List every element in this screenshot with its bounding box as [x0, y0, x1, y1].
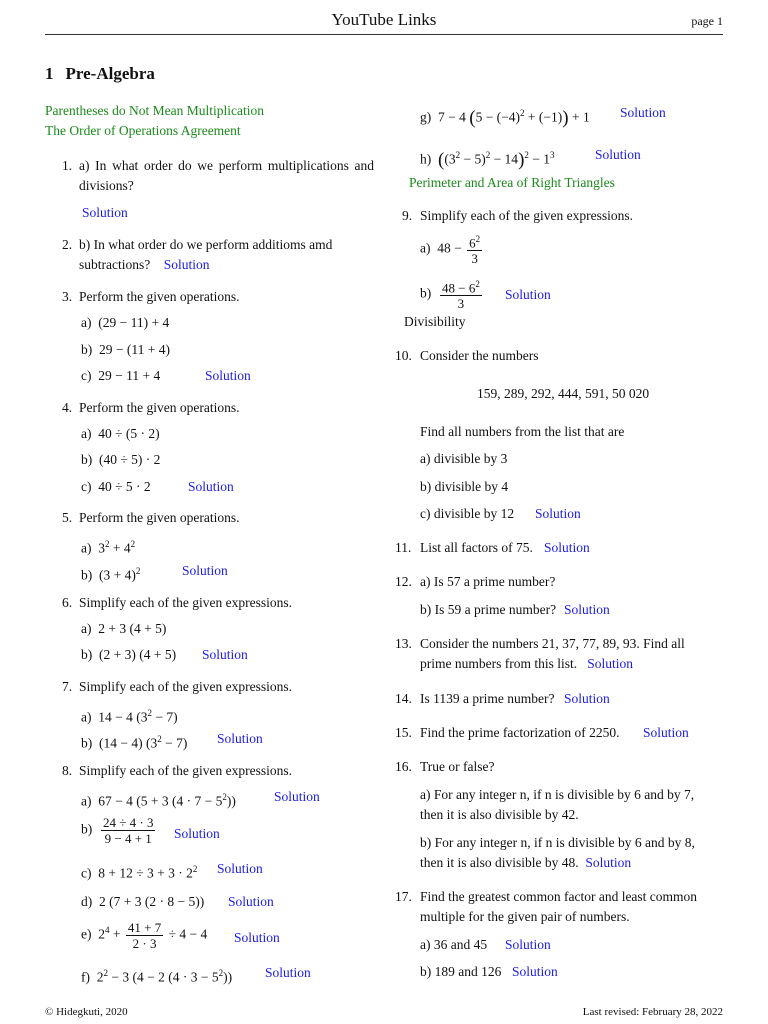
- q15-solution-link[interactable]: Solution: [643, 725, 689, 740]
- q17-number: 17.: [395, 889, 412, 904]
- q4c: c) 40 ÷ 5 · 2: [81, 479, 151, 494]
- fraction-q8e: $\frac{41 + 7}{2 \cdot 3}$: [127, 920, 162, 951]
- document-title: YouTube Links: [331, 10, 437, 29]
- link-parentheses[interactable]: Parentheses do Not Mean Multiplication: [45, 103, 264, 118]
- q1-text: a) In what order do we perform multiplications and divisions?: [79, 158, 374, 193]
- q4-number: 4.: [62, 400, 73, 415]
- q3-solution-link[interactable]: Solution: [205, 368, 251, 383]
- q4-solution-link[interactable]: Solution: [188, 479, 234, 494]
- q7a: a) 14 − 4 $(3^2 - 7)$: [81, 708, 178, 725]
- q8b: b) $\frac{24 \div 4 \cdot 3}{9 - 4 + 1}$: [81, 815, 154, 846]
- fraction-q9b: $\frac{48 - 6^2}{3}$: [442, 279, 480, 312]
- section-title: [45, 64, 155, 84]
- q8h-solution-link[interactable]: Solution: [595, 147, 641, 162]
- q8b-solution-link[interactable]: Solution: [174, 826, 220, 841]
- q10a: a) divisible by 3: [420, 451, 508, 466]
- q4-text: Perform the given operations.: [79, 400, 240, 415]
- q9-solution-link[interactable]: Solution: [505, 287, 551, 302]
- q9-number: 9.: [402, 208, 413, 223]
- q4b: b) (40 ÷ 5) · 2: [81, 452, 161, 467]
- q16b-question: b) For any integer n, if n is divisible by 6 and by 8, then it is also divisible by 48.: [420, 835, 695, 870]
- q14-number: 14.: [395, 691, 412, 706]
- q8f-solution-link[interactable]: Solution: [265, 965, 311, 980]
- q8c: c) $8 + 12 \div 3 + 3 \cdot 2^2$: [81, 864, 198, 881]
- page-number: page 1: [691, 14, 723, 28]
- q13-text: [420, 634, 714, 674]
- q11-number: 11.: [395, 540, 412, 555]
- q3-number: 3.: [62, 289, 73, 304]
- q10-number: 10.: [395, 348, 412, 363]
- q16-number: 16.: [395, 759, 412, 774]
- q8h: h) $((3^2 - 5)^2 - 14)^2 - 1^3$: [420, 149, 555, 171]
- q17b: b) 189 and 126: [420, 964, 502, 979]
- q3a: a) (29 − 11) + 4: [81, 315, 170, 330]
- q8a: a) 67 − 4 (5 + 3 $(4 \cdot 7 - 5^2)$): [81, 792, 236, 809]
- footer-last-revised: Last revised: February 28, 2022: [582, 1006, 723, 1018]
- q8e: e) $2^4$ + $\frac{41 + 7}{2 \cdot 3}$ ÷ 4 − 4: [81, 920, 208, 951]
- q10c: c) divisible by 12: [420, 506, 515, 521]
- link-perimeter-area[interactable]: Perimeter and Area of Right Triangles: [409, 175, 615, 190]
- q8f: f) $2^2 - 3$ (4 − 2 $(4 \cdot 3 - 5^2)$): [81, 968, 233, 985]
- q14-solution-link[interactable]: Solution: [564, 691, 610, 706]
- q13-solution-link[interactable]: Solution: [587, 656, 633, 671]
- q10-number-list: 159, 289, 292, 444, 591, 50 020: [477, 386, 650, 401]
- q17a: a) 36 and 45: [420, 937, 488, 952]
- q9b: b) $\frac{48 - 6^2}{3}$: [420, 279, 480, 312]
- q8e-solution-link[interactable]: Solution: [234, 930, 280, 945]
- q2-solution-link[interactable]: Solution: [163, 257, 210, 272]
- section-number: 1: [45, 64, 54, 83]
- q15-number: 15.: [395, 725, 412, 740]
- q6a: a) 2 + 3 (4 + 5): [81, 621, 167, 636]
- q9-text: Simplify each of the given expressions.: [420, 208, 633, 223]
- q5-solution-link[interactable]: Solution: [182, 563, 228, 578]
- q14-text: Is 1139 a prime number?: [420, 691, 555, 706]
- q3b: b) 29 − (11 + 4): [81, 342, 170, 357]
- q1-number: 1.: [62, 158, 73, 173]
- q16b: [420, 833, 714, 873]
- q6-solution-link[interactable]: Solution: [202, 647, 248, 662]
- q5-text: Perform the given operations.: [79, 510, 240, 525]
- q13-question: Consider the numbers 21, 37, 77, 89, 93. Find all prime numbers from this list.: [420, 636, 685, 671]
- q10-text: Consider the numbers: [420, 348, 539, 363]
- q6b: b) (2 + 3) (4 + 5): [81, 647, 177, 662]
- q12-solution-link[interactable]: Solution: [564, 602, 610, 617]
- q8-number: 8.: [62, 763, 73, 778]
- q8d: d) 2 (7 + 3 (2 · 8 − 5)): [81, 894, 205, 909]
- q17b-solution-link[interactable]: Solution: [512, 964, 558, 979]
- q4a: a) 40 ÷ (5 · 2): [81, 426, 160, 441]
- q15-text: Find the prime factorization of 2250.: [420, 725, 620, 740]
- q2-text: [79, 235, 374, 275]
- q6-text: Simplify each of the given expressions.: [79, 595, 292, 610]
- link-order-of-operations[interactable]: The Order of Operations Agreement: [45, 123, 241, 138]
- q8g: g) 7 − 4 $(5 - (-4)^2 + (-1)) + 1$: [420, 107, 590, 129]
- q8-text: Simplify each of the given expressions.: [79, 763, 292, 778]
- q12b: b) Is 59 a prime number?: [420, 602, 557, 617]
- q7-number: 7.: [62, 679, 73, 694]
- fraction-q8b: $\frac{24 \div 4 \cdot 3}{9 - 4 + 1}$: [103, 815, 154, 846]
- q17-text: Find the greatest common factor and least common multiple for the given pair of numbers.: [420, 889, 698, 924]
- q12-number: 12.: [395, 574, 412, 589]
- divisibility-heading: Divisibility: [404, 314, 466, 329]
- page-header: [45, 8, 723, 35]
- q7-solution-link[interactable]: Solution: [217, 731, 263, 746]
- q3c: c) 29 − 11 + 4: [81, 368, 161, 383]
- q16a: a) For any integer n, if n is divisible by 6 and by 7, then it is also divisible by 42.: [420, 787, 695, 822]
- footer-copyright: © Hidegkuti, 2020: [45, 1006, 128, 1018]
- q11-text: List all factors of 75.: [420, 540, 533, 555]
- q8g-solution-link[interactable]: Solution: [620, 105, 666, 120]
- q1-solution-link[interactable]: Solution: [82, 205, 128, 220]
- q17a-solution-link[interactable]: Solution: [505, 937, 551, 952]
- fraction-q9a: $\frac{6^2}{3}$: [469, 234, 481, 267]
- q8c-solution-link[interactable]: Solution: [217, 861, 263, 876]
- q16-solution-link[interactable]: Solution: [585, 855, 632, 870]
- q8d-solution-link[interactable]: Solution: [228, 894, 274, 909]
- q5b: b) $(3 + 4)^2$: [81, 566, 141, 583]
- q6-number: 6.: [62, 595, 73, 610]
- q5-number: 5.: [62, 510, 73, 525]
- q8a-solution-link[interactable]: Solution: [274, 789, 320, 804]
- q10-instruction: Find all numbers from the list that are: [420, 424, 625, 439]
- q10-solution-link[interactable]: Solution: [535, 506, 581, 521]
- q2-question: b) In what order do we perform additioms amd subtractions?: [79, 237, 333, 272]
- q12a: a) Is 57 a prime number?: [420, 574, 556, 589]
- q2-number: 2.: [62, 237, 73, 252]
- q11-solution-link[interactable]: Solution: [544, 540, 590, 555]
- section-name: Pre-Algebra: [65, 64, 155, 83]
- q5a: a) $3^2 + 4^2$: [81, 539, 136, 556]
- q9a: a) 48 − $\frac{6^2}{3}$: [420, 234, 481, 267]
- q7b: b) (14 − 4) $(3^2 - 7)$: [81, 734, 188, 751]
- q16-text: True or false?: [420, 759, 495, 774]
- q3-text: Perform the given operations.: [79, 289, 240, 304]
- q7-text: Simplify each of the given expressions.: [79, 679, 292, 694]
- q10b: b) divisible by 4: [420, 479, 509, 494]
- q13-number: 13.: [395, 636, 412, 651]
